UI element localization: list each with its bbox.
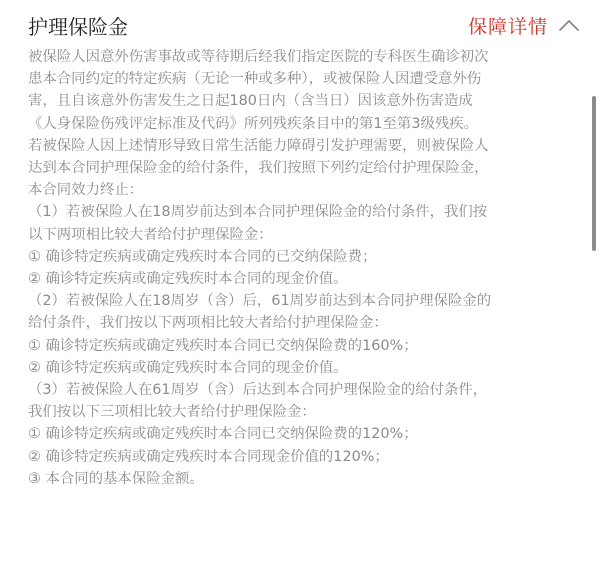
- clause-text: [28, 46, 580, 490]
- clause-line: ① 确诊特定疾病或确定残疾时本合同已交纳保险费的120%；: [28, 426, 418, 443]
- section-header: [28, 10, 580, 40]
- coverage-details-toggle[interactable]: [468, 12, 580, 39]
- clause-line: 《人身保险伤残评定标准及代码》所列残疾条目中的第1至第3级残疾。: [28, 115, 479, 132]
- section-title: 护理保险金: [28, 14, 128, 39]
- clause-line: ② 确诊特定疾病或确定残疾时本合同的现金价值。: [28, 359, 348, 376]
- clause-line: ② 确诊特定疾病或确定残疾时本合同的现金价值。: [28, 271, 348, 288]
- clause-line: 被保险人因意外伤害事故或等待期后经我们指定医院的专科医生确诊初次: [28, 49, 489, 65]
- scrollbar[interactable]: [592, 96, 596, 251]
- clause-line: （3）若被保险人在61周岁（含）后达到本合同护理保险金的给付条件，: [28, 382, 488, 399]
- clause-line: 达到本合同护理保险金的给付条件，我们按照下列约定给付护理保险金，: [28, 160, 489, 177]
- clause-line: ③ 本合同的基本保险金额。: [28, 470, 204, 487]
- clause-line: 本合同效力终止：: [28, 182, 144, 199]
- chevron-up-icon: [558, 18, 580, 32]
- clause-line: ② 确诊特定疾病或确定残疾时本合同现金价值的120%；: [28, 448, 389, 465]
- clause-line: 若被保险人因上述情形导致日常生活能力障碍引发护理需要，则被保险人: [28, 137, 489, 154]
- clause-line: （1）若被保险人在18周岁前达到本合同护理保险金的给付条件，我们按: [28, 204, 488, 221]
- clause-line: ① 确诊特定疾病或确定残疾时本合同已交纳保险费的160%；: [28, 337, 418, 354]
- clause-line: 患本合同约定的特定疾病（无论一种或多种），或被保险人因遭受意外伤: [28, 71, 482, 88]
- clause-line: 以下两项相比较大者给付护理保险金：: [28, 226, 273, 243]
- clause-line: （2）若被保险人在18周岁（含）后，61周岁前达到本合同护理保险金的: [28, 293, 492, 310]
- clause-line: 给付条件，我们按以下两项相比较大者给付护理保险金：: [28, 315, 388, 332]
- clause-line: ① 确诊特定疾病或确定残疾时本合同的已交纳保险费；: [28, 248, 377, 265]
- clause-line: 害，且自该意外伤害发生之日起180日内（含当日）因该意外伤害造成: [28, 93, 473, 110]
- coverage-details-label: 保障详情: [467, 15, 548, 38]
- clause-line: 我们按以下三项相比较大者给付护理保险金：: [28, 404, 316, 421]
